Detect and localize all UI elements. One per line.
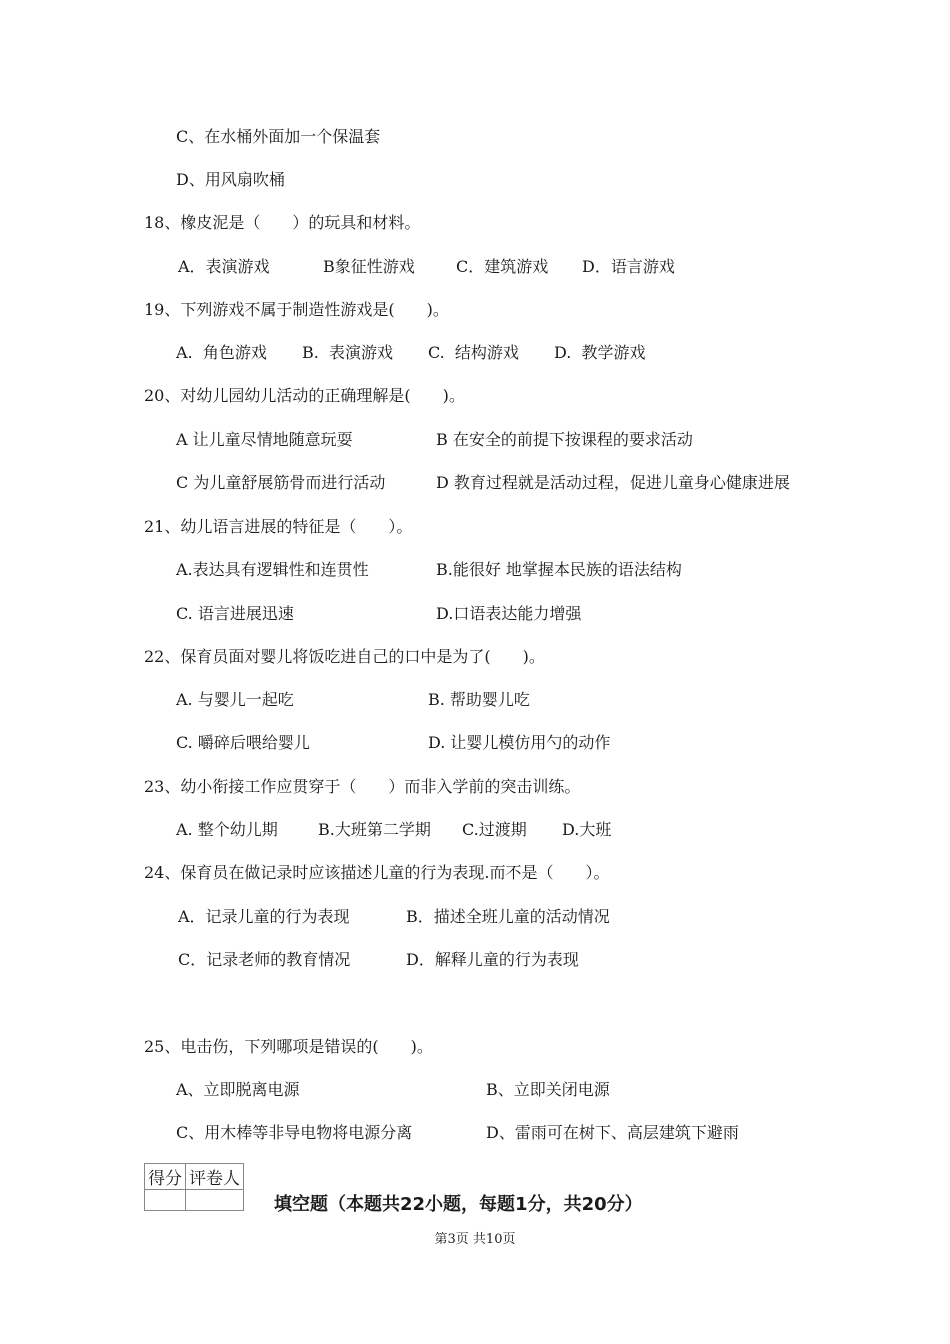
q19-option-d: D. 教学游戏 <box>554 343 646 362</box>
option-c-line: C、在水桶外面加一个保温套 <box>176 127 381 146</box>
page-footer: 第3页 共10页 <box>434 1232 516 1247</box>
q18-option-a: A．表演游戏 <box>178 257 270 276</box>
question-24: 24、保育员在做记录时应该描述儿童的行为表现.而不是（ ）。 <box>144 863 610 882</box>
q25-option-c: C、用木棒等非导电物将电源分离 <box>176 1123 413 1142</box>
q21-option-c: C. 语言进展迅速 <box>176 604 294 623</box>
q25-option-a: A、立即脱离电源 <box>176 1080 300 1099</box>
reviewer-label: 评卷人 <box>186 1164 244 1190</box>
question-23: 23、幼小衔接工作应贯穿于（ ）而非入学前的突击训练。 <box>144 777 581 796</box>
q20-option-a: A 让儿童尽情地随意玩耍 <box>176 430 353 449</box>
q18-option-d: D．语言游戏 <box>582 257 675 276</box>
question-20: 20、对幼儿园幼儿活动的正确理解是( )。 <box>144 386 465 405</box>
section-title: 填空题（本题共22小题，每题1分，共20分） <box>274 1194 643 1215</box>
q23-option-d: D.大班 <box>562 820 612 839</box>
q21-option-a: A.表达具有逻辑性和连贯性 <box>176 560 369 579</box>
q19-option-b: B. 表演游戏 <box>302 343 394 362</box>
q20-option-d: D 教育过程就是活动过程，促进儿童身心健康进展 <box>436 473 790 492</box>
q23-option-a: A. 整个幼儿期 <box>176 820 278 839</box>
q19-option-a: A. 角色游戏 <box>176 343 267 362</box>
score-cell <box>145 1190 186 1211</box>
q23-option-b: B.大班第二学期 <box>318 820 431 839</box>
q20-option-c: C 为儿童舒展筋骨而进行活动 <box>176 473 386 492</box>
q21-option-d: D.口语表达能力增强 <box>436 604 582 623</box>
q24-option-a: A．记录儿童的行为表现 <box>178 907 350 926</box>
question-18: 18、橡皮泥是（ ）的玩具和材料。 <box>144 213 421 232</box>
score-table <box>144 1163 244 1211</box>
q18-option-c: C．建筑游戏 <box>456 257 549 276</box>
q22-option-c: C. 嚼碎后喂给婴儿 <box>176 733 310 752</box>
q24-option-c: C．记录老师的教育情况 <box>178 950 351 969</box>
question-21: 21、幼儿语言进展的特征是（ ）。 <box>144 517 413 536</box>
q20-option-b: B 在安全的前提下按课程的要求活动 <box>436 430 693 449</box>
q23-option-c: C.过渡期 <box>462 820 527 839</box>
q24-option-d: D．解释儿童的行为表现 <box>406 950 579 969</box>
q25-option-b: B、立即关闭电源 <box>486 1080 610 1099</box>
question-19: 19、下列游戏不属于制造性游戏是( )。 <box>144 300 449 319</box>
reviewer-cell <box>186 1190 244 1211</box>
q25-option-d: D、雷雨可在树下、高层建筑下避雨 <box>486 1123 739 1142</box>
q22-option-d: D. 让婴儿模仿用勺的动作 <box>428 733 611 752</box>
q22-option-b: B. 帮助婴儿吃 <box>428 690 530 709</box>
score-label: 得分 <box>145 1164 186 1190</box>
q21-option-b: B.能很好 地掌握本民族的语法结构 <box>436 560 682 579</box>
question-25: 25、电击伤，下列哪项是错误的( )。 <box>144 1037 433 1056</box>
q22-option-a: A. 与婴儿一起吃 <box>176 690 294 709</box>
question-22: 22、保育员面对婴儿将饭吃进自己的口中是为了( )。 <box>144 647 545 666</box>
option-d-line: D、用风扇吹桶 <box>176 170 285 189</box>
q18-option-b: B象征性游戏 <box>323 257 415 276</box>
q19-option-c: C. 结构游戏 <box>428 343 519 362</box>
q24-option-b: B．描述全班儿童的活动情况 <box>406 907 610 926</box>
